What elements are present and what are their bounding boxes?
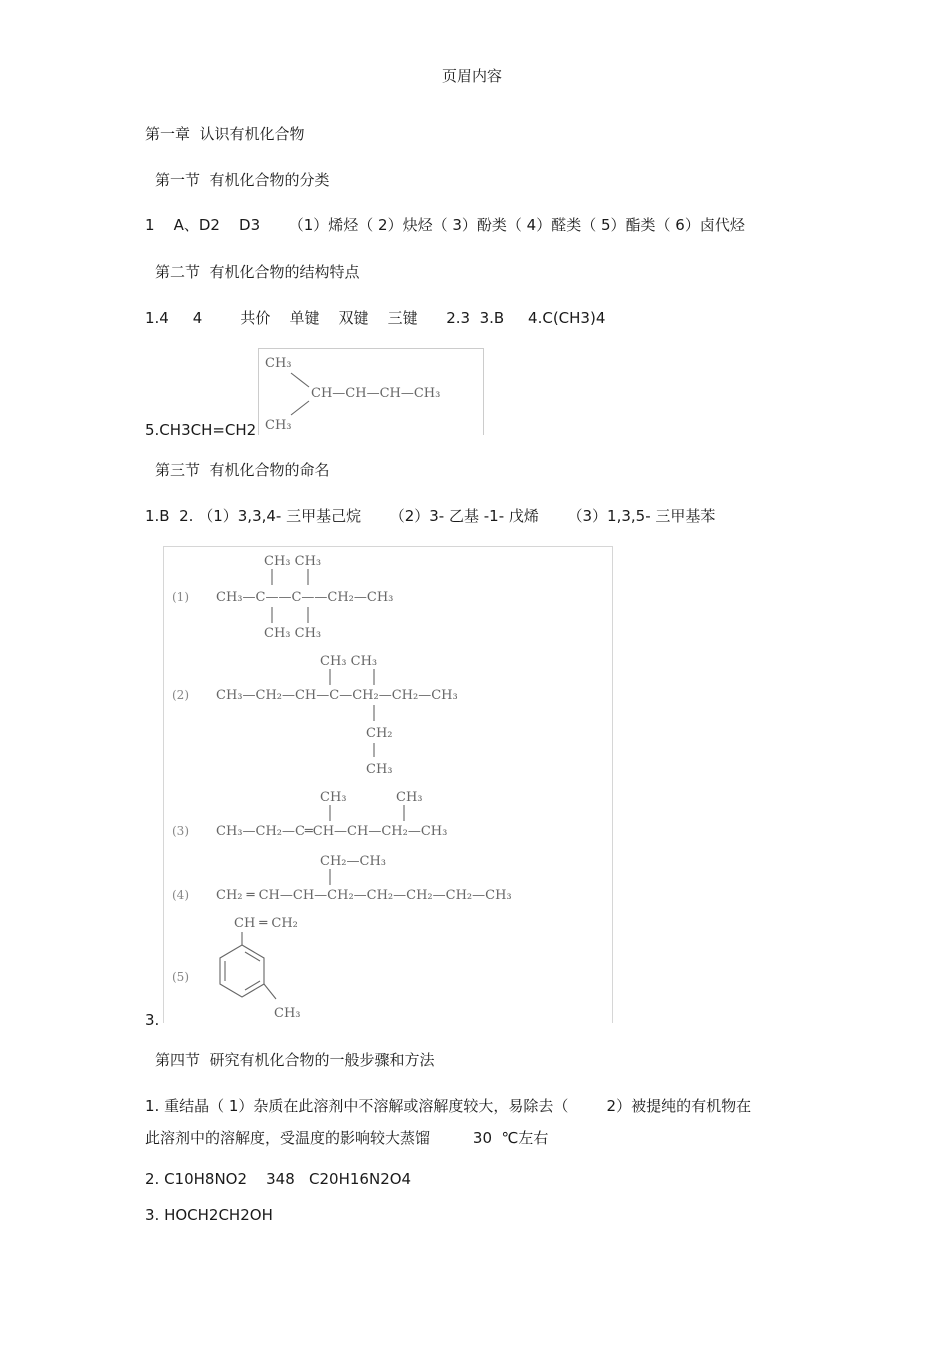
f2-main: CH₃—CH₂—CH—C—CH₂—CH₂—CH₃: [216, 688, 458, 703]
f3-main: CH₃—CH₂—C═CH—CH—CH₂—CH₃: [216, 824, 448, 839]
section-2-answer-line1: 1.4 4 共价 单键 双键 三键 2.3 3.B 4.C(CH3)4: [145, 309, 606, 327]
section-4-answer-1a: 1. 重结晶（ 1）杂质在此溶剂中不溶解或溶解度较大，易除去（ 2）被提纯的有机物在: [145, 1097, 752, 1115]
f1-bottom: CH₃ CH₃: [264, 626, 322, 641]
section-2-title: 第二节 有机化合物的结构特点: [155, 263, 360, 281]
section-4-answer-3: 3. HOCH2CH2OH: [145, 1206, 273, 1224]
bond-line: [264, 984, 276, 999]
f2-sub2: CH₃: [366, 762, 393, 777]
page-header: 页眉内容: [442, 67, 503, 85]
f3-top2: CH₃: [396, 790, 423, 805]
label-1: (1): [172, 590, 189, 604]
f1-main: CH₃—C——C——CH₂—CH₃: [216, 590, 394, 605]
chain-text: CH—CH—CH—CH₃: [311, 386, 441, 401]
f4-main: CH₂ ═ CH—CH—CH₂—CH₂—CH₂—CH₂—CH₃: [216, 888, 512, 903]
ch3-top-text: CH₃: [265, 356, 292, 371]
f2-sub1: CH₂: [366, 726, 393, 741]
bond-line: [291, 373, 309, 387]
f3-top1: CH₃: [320, 790, 347, 805]
benzene-inner-bond: [245, 981, 260, 990]
section-2-answer-5: 5.CH3CH=CH2: [145, 421, 257, 439]
section-1-title: 第一节 有机化合物的分类: [155, 171, 330, 189]
bond-line: [291, 401, 309, 415]
section-3-answer-3: 3.: [145, 1011, 160, 1029]
section-3-title: 第三节 有机化合物的命名: [155, 461, 330, 479]
chapter-title: 第一章 认识有机化合物: [145, 125, 305, 143]
benzene-inner-bond: [245, 952, 260, 961]
section-4-title: 第四节 研究有机化合物的一般步骤和方法: [155, 1051, 435, 1069]
f4-top: CH₂—CH₃: [320, 854, 386, 869]
label-5: (5): [172, 970, 189, 984]
f2-top: CH₃ CH₃: [320, 654, 378, 669]
section-4-answer-2: 2. C10H8NO2 348 C20H16N2O4: [145, 1170, 412, 1188]
section-1-answer: 1 A、D2 D3 （1）烯烃（ 2）炔烃（ 3）酚类（ 4）醛类（ 5）酯类（ 6）卤代烃: [145, 216, 745, 234]
f5-top: CH ═ CH₂: [234, 916, 298, 931]
structure-figure-1: [258, 348, 484, 435]
structure-figure-2: [163, 546, 613, 1023]
label-3: (3): [172, 824, 189, 838]
section-3-answer: 1.B 2. （1）3,3,4- 三甲基己烷 （2）3- 乙基 -1- 戊烯 （3）1,3,5- 三甲基苯: [145, 507, 716, 525]
f1-top: CH₃ CH₃: [264, 554, 322, 569]
ch3-bottom-text: CH₃: [265, 418, 292, 433]
label-4: (4): [172, 888, 189, 902]
section-4-answer-1b: 此溶剂中的溶解度，受温度的影响较大蒸馏 30 ℃左右: [145, 1129, 549, 1147]
f5-bottom: CH₃: [274, 1006, 301, 1021]
label-2: (2): [172, 688, 189, 702]
benzene-ring: [220, 945, 264, 997]
